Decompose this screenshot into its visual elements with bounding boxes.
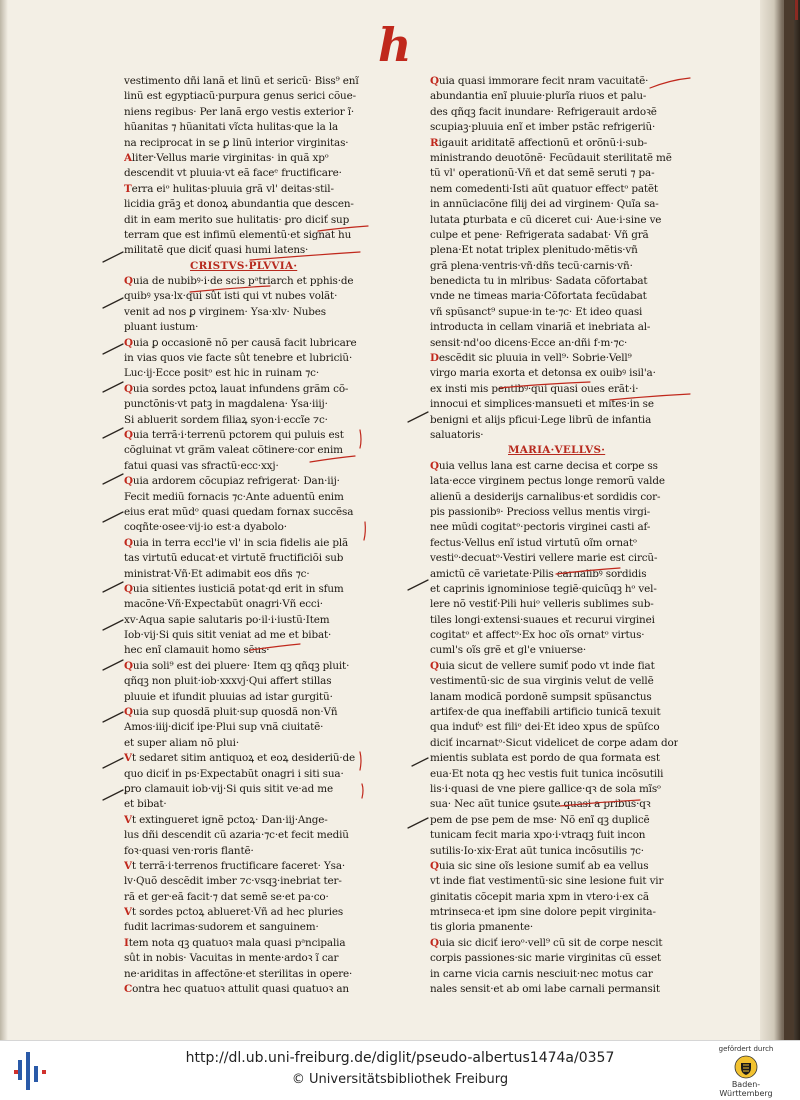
text-line: Quia sitientes iusticiã potat·qd erit in sfum [124,582,344,595]
page-initial-letter: h [378,18,412,72]
text-line: pis passionibꝰ· Precioss vellus mentis virgi- [430,505,651,518]
rubricated-capital: C [124,983,133,996]
text-line: sensit·nd'oo dicens·Ecce an·dñi f·m·⁊c· [430,336,628,349]
text-line: Fecit mediũ fornacis ⁊c·Ante aduentũ enim [124,490,344,503]
sponsor-name: Baden-Württemberg [719,1080,773,1098]
rubricated-capital: Q [430,459,439,472]
text-line: tas virtutũ educat·et virtutẽ fructificiõi sub [124,552,344,565]
text-line: des qñqꝫ facit inundare· Refrigerauit ardoꝛẽ [430,105,657,118]
viewer-footer [0,1040,800,1100]
rubric-text: CRISTVS·PLVVIA· [190,259,298,272]
text-line: Quia sordes pctoꝝ lauat infundens grãm cõ- [124,382,349,395]
text-line: cuml's oĩs grẽ et gl'e vniuerse· [430,644,587,657]
text-line: virgo maria exorta et detonsa ex ouibꝰ isil'a· [430,367,656,380]
text-line: Contra hec quatuoꝛ attulit quasi quatuoꝛ an [124,983,349,996]
text-line: lis·i·quasi de vne piere gallice·qꝛ de sola mĩsᵒ [430,782,661,795]
margin-stroke [103,298,123,308]
rubricated-capital: Q [430,75,439,87]
text-line: innocui et simplices·mansueti et mites·in se [430,398,654,411]
rubricated-capital: Q [124,659,133,672]
text-line: Vt extingueret ignẽ pctoꝝ· Dan·iij·Ange- [124,813,328,826]
rubricated-capital: V [124,813,132,826]
text-line: xv·Aqua sapie salutaris po·il·i·iustũ·Item [124,613,330,626]
margin-stroke [408,818,428,828]
rubricated-capital: I [124,936,129,949]
text-line: Vt sedaret sitim antiquoꝝ et eoꝝ desideriũ·de [124,752,356,765]
text-line: eua·Et nota qꝫ hec vestis fuit tunica incõsutili [430,767,664,780]
text-line: Si abluerit sordem filiaꝝ syon·i·eccĩe ⁊c· [124,413,328,426]
text-line: dit in eam merito sue hulitatis· ꝑro diciť sup [124,213,350,226]
text-line: venit ad nos ꝑ virginem· Ysa·xlv· Nubes [124,305,326,318]
text-line: lutata ꝑturbata e cũ diceret cui· Aue·i·sine ve [430,213,662,226]
text-line: benigni et alijs pficui·Lege librũ de infantia [430,413,652,426]
text-line: hũanitas ⁊ hũanitati vĩcta hulitas·que la la [124,121,339,134]
text-line: artifex·de qua ineffabili artificio tunicã texuit [430,706,661,719]
text-line: punctõnis·vt patꝫ in magdalena· Ysa·iiij· [124,398,328,411]
book-spine-edge [760,0,800,1040]
text-column-left [124,74,372,997]
document-permalink[interactable]: http://dl.ub.uni-freiburg.de/diglit/pseudo-albertus1474a/0357 [185,1050,615,1066]
text-line: Rigauit ariditatẽ affectionũ et orõnũ·i·sub- [430,136,648,149]
text-line: licidia grãꝫ et donoꝝ abundantia que descen- [124,198,354,211]
text-line: vestimento dñi lanã et linũ et sericũ· Biss⁹ enĩ [124,75,359,87]
margin-stroke [103,660,123,670]
rubricated-capital: Q [124,336,133,349]
rubricated-capital: Q [430,859,439,872]
bookmark-ribbon [784,0,794,1040]
text-line: cogitatᵒ et affectᵒ·Ex hoc oĩs ornatᵒ virtus· [430,629,645,642]
text-line: et bibat· [124,798,167,811]
text-line: et super aliam nõ plui· [124,736,240,749]
sponsor-label: gefördert durch [718,1045,774,1053]
text-line: militatẽ que diciť quasi humi latens· [124,244,309,257]
text-line: Quia sup quosdã pluit·sup quosdã non·Vñ [124,706,338,719]
rubricated-capital: A [124,151,132,164]
text-line: rã et ger·eã facit·⁊ dat semẽ se·et pa·co· [124,890,329,903]
section-rubric-cristus-pluvia [124,259,372,274]
text-line: in vias quos vie facte sût tenebre et lubriciũ· [124,352,353,365]
rubricated-capital: Q [124,475,133,488]
text-line: benedicta tu in mlribus· Sadata cõfortabat [430,275,648,288]
margin-stroke [103,382,123,392]
text-line: amictũ cẽ varietate·Pilis carnalibꝰ sordidis [430,567,647,580]
margin-stroke [103,428,123,438]
text-line: niens regibus· Per lanã ergo vestis exterior ĩ· [124,105,355,118]
margin-stroke [408,412,428,422]
text-line: Item nota qꝫ quatuoꝛ mala quasi pᵃncipalia [124,936,346,949]
margin-stroke [103,252,123,262]
text-line: lus dñi descendit cũ azaria·⁊c·et fecit mediũ [124,829,349,842]
text-line: Quia in terra eccl'ie vl' in scia fidelis aie plã [124,536,349,549]
text-line: lanam modicã pordonẽ sumpsit spũsanctus [430,690,652,703]
text-line: pluant iustum· [124,321,199,334]
text-line: fatui quasi vas sfractũ·ecc·xxj· [124,459,279,472]
rubricated-capital: T [124,182,132,195]
rubricated-capital: V [124,859,132,872]
rubricated-capital: Q [430,659,439,672]
text-line: nales sensit·et ab omi labe carnali permansit [430,983,660,996]
text-line: corpis passiones·sic marie virginitas cũ esset [430,952,661,965]
text-line: vñ spũsanct⁹ supue·in te·⁊c· Et ideo quasi [430,305,643,318]
text-line: lere nõ vestiť·Pili huiᵒ velleris sublimes sub- [430,598,654,611]
text-line: lv·Quõ descẽdit imber ⁊c·vsqꝫ·inebriat ter- [124,875,342,888]
text-line: fudit lacrimas·sudorem et sanguinem· [124,921,319,934]
text-line: grã plena·ventris·vñ·dñs tecũ·carnis·vñ· [430,259,633,272]
rubricated-capital: Q [124,536,133,549]
margin-stroke [103,512,123,522]
rubricated-capital: R [430,136,439,149]
rubricated-capital: V [124,752,132,765]
text-line: sutilis·Io·xix·Erat aũt tunica incõsutilis ⁊c· [430,844,644,857]
text-line: descendit vt pluuia·vt eã faceᵉ fructificare· [124,167,342,180]
text-line: culpe et pene· Refrigerata sadabat· Vñ grã [430,228,649,241]
text-line: linũ est egyptiacũ·purpura genus serici cõue- [124,90,356,103]
text-line: mtrinseca·et ipm sine dolore pepit virginita- [430,906,656,919]
text-line: pem de pse pem de mse· Nõ enĩ qꝫ duplicẽ [430,813,650,826]
rubricated-capital: Q [124,428,133,441]
text-line: vnde ne timeas maria·Cõfortata fecũdabat [430,290,647,303]
text-line: Vt sordes pctoꝝ ablueret·Vñ ad hec pluries [124,906,344,919]
text-line: Quia de nubibꝰ·i·de scis pᵃtriarch et pphis·de [124,275,354,288]
margin-stroke [103,474,123,484]
rubricated-capital: Q [430,936,439,949]
text-line: plena·Et notat triplex plenitudo·mẽtis·vñ [430,244,638,257]
page-left-shadow [0,0,8,1040]
copyright-notice: © Universitätsbibliothek Freiburg [291,1072,509,1087]
text-line: scupiaꝫ·pluuia enĩ et imber pstãc refrigeriũ· [430,121,656,134]
text-column-right [430,74,678,997]
text-line: Amos·iiij·diciť ipe·Plui sup vnã ciuitatẽ· [124,721,324,734]
margin-stroke [412,758,428,766]
text-line: Quia sicut de vellere sumiť podo vt inde fiat [430,659,655,672]
margin-stroke [103,620,123,630]
rubricated-capital: V [124,906,132,919]
text-line: ministrat·Vñ·Et adimabit eos dñs ⁊c· [124,567,310,580]
state-crest-icon [734,1055,758,1079]
text-line: hec enĩ clamauit homo sẽus· [124,644,270,657]
text-line: alienũ a desiderijs carnalibus·et sordidis cor- [430,490,661,503]
text-line: quo diciť in ps·Expectabũt onagri i siti sua· [124,767,344,780]
text-line: coqñte·osee·vij·io est·a dyabolo· [124,521,287,534]
text-line: pluuie et ifundit pluuias ad istar gurgitũ· [124,690,333,703]
margin-stroke [103,344,123,354]
rubricated-capital: Q [124,706,133,719]
text-line: saluatoris· [430,428,484,441]
text-line: Vt terrã·i·terrenos fructificare faceret· Ysa· [124,859,346,872]
rubricated-capital: Q [124,275,133,288]
text-line: in carne vicia carnis nesciuit·nec motus car [430,967,653,980]
rubricated-capital: D [430,352,439,365]
sponsor-badge [706,1045,786,1098]
text-line: Quia soli⁹ est dei pluere· Item qꝫ qñqꝫ pluit· [124,659,350,672]
text-line: ne·ariditas in affectõne·et sterilitas in opere· [124,967,353,980]
text-line: qñqꝫ non pluit·iob·xxxvj·Qui affert stillas [124,675,332,688]
text-line: introducta in cellam vinariã et inebriata al- [430,321,651,334]
text-line: ministrando deuotõnẽ· Fecũdauit sterilitatẽ mẽ [430,151,672,164]
text-line: eius erat mũdᵒ quasi quedam fornax succẽsa [124,505,354,518]
margin-stroke [103,712,123,722]
text-line: vestimentũ·sic de sua virginis velut de vellẽ [430,675,654,688]
margin-stroke [103,582,123,592]
text-line: ex insti mis pentibꝰ·qui quasi oues erãt·i· [430,382,639,395]
text-line: sût in nobis· Vacuitas in mente·ardoꝛ ĩ car [124,952,339,965]
text-line: lata·ecce virginem pectus longe remorũ valde [430,475,665,488]
text-line: mientis sublata est pordo de qua formata est [430,752,660,765]
text-line: quibꝰ ysa·lx·qui sût isti qui vt nubes volãt· [124,290,338,303]
rubric-text: MARIA·VELLVS· [508,444,606,457]
text-line: diciť incarnatᵒ·Sicut videlicet de corpe adam dor [430,736,678,749]
text-line: Quia ꝑ occasionẽ nõ per causã facit lubricare [124,336,357,349]
margin-stroke [408,580,428,590]
text-line: tũ vl' operationũ·Vñ et dat semẽ seruti ⁊ pa- [430,167,655,180]
text-line: vt inde fiat vestimentũ·sic sine lesione fuit vir [430,875,664,888]
margin-stroke [103,790,123,800]
text-line: Quia sic diciť ieroᵒ·vell⁹ cũ sit de corpe nescit [430,936,663,949]
text-line: vestiᵒ·decuatᵒ·Vestiri vellere marie est circũ- [430,552,658,565]
text-line: Quia sic sine oĩs lesione sumiť ab ea vellus [430,859,649,872]
text-line: Iob·vij·Si quis sitit veniat ad me et bibat· [124,629,332,642]
text-line: qua induťᵒ est filiᵒ dei·Et ideo xpus de spũſco [430,721,660,734]
text-line: Quia vellus lana est carne decisa et corpe ss [430,459,658,472]
bookmark-ribbon-red [795,0,798,20]
text-line: nem comedenti·Isti aũt quatuor effectᵒ patẽt [430,182,658,195]
text-line: na reciprocat in se ꝑ linũ interior virginitas· [124,136,349,149]
text-line: abundantia enĩ pluuie·plurĩa riuos et palu- [430,90,647,103]
text-line: Aliter·Vellus marie virginitas· in quã xpᵒ [124,151,329,164]
text-line: Luc·ij·Ecce positᵒ est hic in ruinam ⁊c· [124,367,320,380]
text-line: Quia quasi immorare fecit nram vacuitatẽ· [430,75,649,87]
text-line: macõne·Vñ·Expectabũt onagri·Vñ ecci· [124,598,323,611]
text-line: cõgluinat vt grãm valeat cõtinere·cor enim [124,444,343,457]
text-line: Descẽdit sic pluuia in vell⁹· Sobrie·Vell⁹ [430,352,632,365]
rubricated-capital: Q [124,582,133,595]
text-line: tunicam fecit maria xpo·i·vtraqꝫ fuit incon [430,829,646,842]
rubricated-capital: Q [124,382,133,395]
text-line: et caprinis ignominiose tegiẽ·quicũqꝫ hᵒ vel- [430,582,657,595]
text-line: Terra eiᵒ hulitas·pluuia grã vl' deitas·stil- [124,182,334,195]
text-line: ꝑro clamauit iob·vij·Si quis sitit ve·ad me [124,782,333,795]
text-line: Quia terrã·i·terrenũ pctorem qui puluis est [124,428,344,441]
text-line: terram que est infimũ elementũ·et signat hu [124,228,352,241]
text-line: tis gloria pmanente· [430,921,534,934]
text-line: foꝛ·quasi ven·roris flantẽ· [124,844,254,857]
margin-stroke [103,758,123,768]
text-line: in annũciacõne filij dei ad virginem· Quĩa sa- [430,198,659,211]
text-line: Quia ardorem cõcupiaz refrigerat· Dan·iij· [124,475,340,488]
section-rubric-maria-vellus [430,443,678,458]
text-line: nee mũdi cogitatᵒ·pectoris virginei casti af- [430,521,651,534]
text-line: tiles longi·extensi·suaues et recurui virginei [430,613,655,626]
text-line: sua· Nec aũt tunice ꝯsute quasi a pribus·qꝛ [430,798,651,811]
text-line: ginitatis cõcepit maria xpm in vtero·i·ex cã [430,890,649,903]
text-line: fectus·Vellus enĩ istud virtutũ oĩm ornatᵒ [430,536,637,549]
